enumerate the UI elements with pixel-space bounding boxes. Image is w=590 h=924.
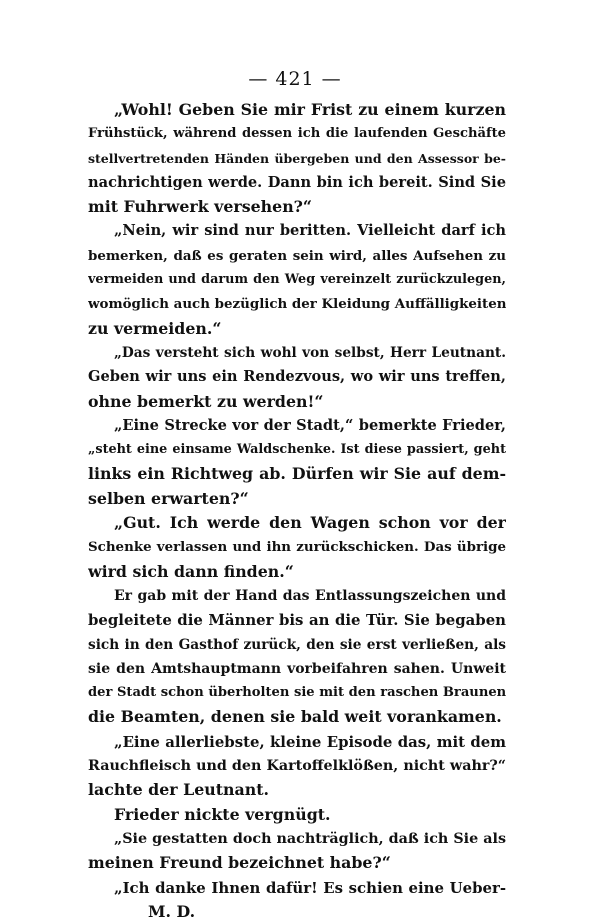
text-line: selben erwarten?“ (88, 488, 249, 508)
text-line: lachte der Leutnant. (88, 780, 270, 800)
text-line: „Ich danke Ihnen dafür! Es schien eine Ueber- (114, 878, 506, 897)
text-line: Er gab mit der Hand das Entlassungszeichen und (114, 587, 506, 604)
text-line: Geben wir uns ein Rendezvous, wo wir uns treffen, (88, 368, 506, 386)
text-line: sie den Amtshauptmann vorbeifahren sahen. Unweit (88, 660, 506, 677)
text-line: Schenke verlassen und ihn zurückschicken. Das übrige (88, 539, 506, 556)
text-line: „Nein, wir sind nur beritten. Vielleicht darf ich (114, 222, 506, 240)
text-line: zu vermeiden.“ (88, 318, 222, 338)
text-line: „Eine allerliebste, kleine Episode das, mit dem (114, 732, 506, 751)
text-line: begleitete die Männer bis an die Tür. Sie begaben (88, 611, 506, 630)
text-line: der Stadt schon überholten sie mit den raschen Braunen (88, 685, 506, 701)
text-line: Frieder nickte vergnügt. (114, 804, 331, 824)
text-line: bemerken, daß es geraten sein wird, alles Aufsehen zu (88, 247, 506, 264)
text-line: womöglich auch bezüglich der Kleidung Auffälligkeiten (88, 296, 506, 313)
text-line: meinen Freund bezeichnet habe?“ (88, 853, 391, 873)
text-line: „Wohl! Geben Sie mir Frist zu einem kurzen (114, 100, 506, 119)
signature-mark: M. D. (148, 901, 196, 921)
text-line: Rauchfleisch und den Kartoffelklößen, nicht wahr?“ (88, 758, 506, 775)
text-line: „steht eine einsame Waldschenke. Ist diese passiert, geht (88, 442, 506, 458)
page-number: — 421 — (248, 68, 342, 90)
text-line: stellvertretenden Händen übergeben und den Assessor be- (88, 150, 506, 166)
text-line: Frühstück, während dessen ich die laufenden Geschäfte (88, 126, 506, 142)
text-line: „Gut. Ich werde den Wagen schon vor der (114, 513, 506, 533)
text-line: „Das versteht sich wohl von selbst, Herr Leutnant. (114, 344, 506, 361)
text-line: wird sich dann finden.“ (88, 561, 294, 581)
text-line: sich in den Gasthof zurück, den sie erst verließen, als (88, 636, 506, 653)
text-line: ohne bemerkt zu werden!“ (88, 391, 324, 411)
text-line: die Beamten, denen sie bald weit vorankamen. (88, 707, 502, 727)
text-line: nachrichtigen werde. Dann bin ich bereit. Sind Sie (88, 173, 506, 191)
body-text (88, 98, 506, 924)
text-line: „Eine Strecke vor der Stadt,“ bemerkte Frieder, (114, 416, 506, 434)
text-line: links ein Richtweg ab. Dürfen wir Sie auf dem- (88, 464, 506, 484)
text-line: vermeiden und darum den Weg vereinzelt zurückzulegen, (88, 272, 506, 288)
text-line: „Sie gestatten doch nachträglich, daß ich Sie als (114, 830, 506, 847)
text-line: mit Fuhrwerk versehen?“ (88, 197, 313, 217)
